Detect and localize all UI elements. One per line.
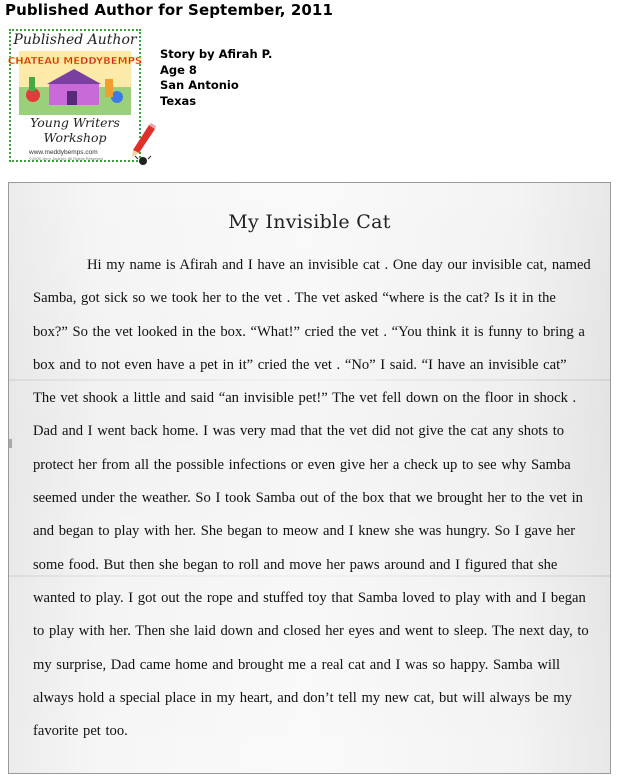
logo-brand-text: CHATEAU MEDDYBEMPS	[7, 56, 143, 67]
logo-copyright-text: ©2005 Jerry Jindrich. All Rights Reserved	[29, 156, 103, 161]
byline-age: Age 8	[160, 62, 197, 77]
byline-city: San Antonio	[160, 78, 239, 92]
story-body: Hi my name is Afirah and I have an invisible cat . One day our invisible cat, named Samba, got sick so we took her to the vet . The vet asked “where is the cat? Is it in the box?” So the vet looked in the box. “What!” cried the vet . “You think it is funny to bring a box and to not even have a pet in it” cried the vet . “No” I said. “I have an invisible cat” The vet shook a little and said “an invisible pet!” The vet fell down on the floor in shock . Dad and I went back home. I was very mad that the vet did not give the cat any shots to protect her from all the possible infections or even give her a check up to see why Samba seemed under the weather. So I took Samba out of the box that we brought her to the vet in and began to play with her. She began to meow and I knew she was hungry. So I gave her some food. But then she began to roll and move her paws around and I figured that she wanted to play. I got out the rope and stuffed toy that Samba loved to play with and I began to play with her. Then she laid down and closed her eyes and went to sleep. The next day, to my surprise, Dad came home and brought me a real cat and I was so happy. Samba will always hold a special place in my heart, and don’t tell my new cat, but will always be my favorite pet too.	[33, 257, 591, 740]
logo-published-author-text: Published Author	[13, 32, 137, 48]
logo-young-writers-line: Young Writers	[30, 115, 120, 130]
author-byline	[160, 47, 272, 109]
chateau-meddybemps-logo-art	[7, 51, 143, 115]
page-title: Published Author for September, 2011	[5, 1, 334, 19]
byline-author: Story by Afirah P.	[160, 47, 273, 61]
paper-edge-mark	[9, 439, 12, 448]
story-page-scan	[8, 182, 611, 774]
story-title: My Invisible Cat	[228, 211, 391, 233]
logo-young-writers-text	[11, 115, 139, 145]
byline-state: Texas	[160, 93, 197, 108]
logo-url-text: www.meddybemps.com	[29, 149, 98, 156]
pencil-icon	[129, 123, 157, 167]
logo-workshop-line: Workshop	[43, 130, 107, 145]
workshop-logo	[9, 29, 141, 162]
